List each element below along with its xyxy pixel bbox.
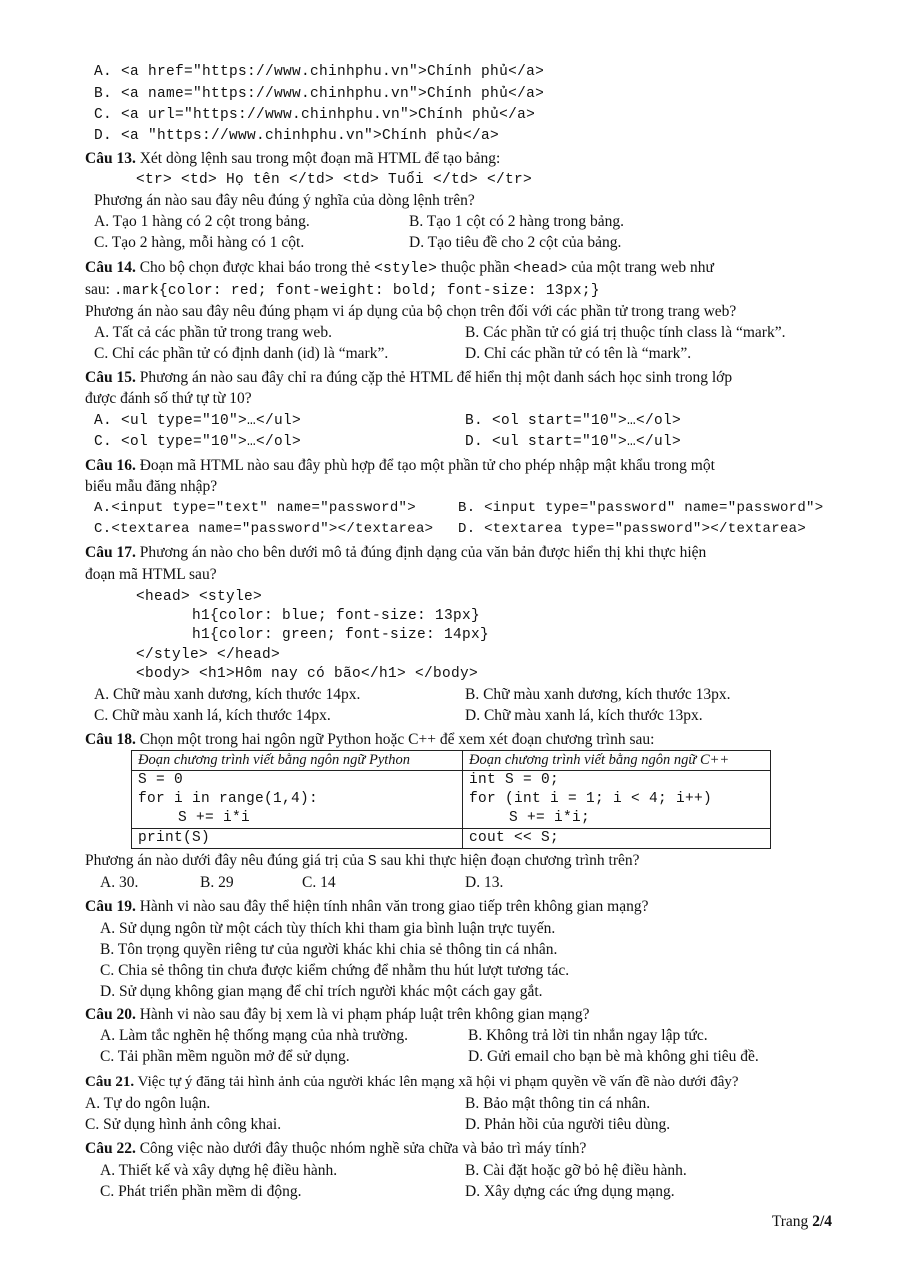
q14-stem: Câu 14. Cho bộ chọn được khai báo trong thẻ <style> thuộc phần <head> của một trang web như (85, 259, 714, 277)
q15-stem-cont: được đánh số thứ tự từ 10? (85, 390, 252, 407)
q14-option-c: C. Chỉ các phần tử có định danh (id) là “mark”. (94, 345, 389, 362)
q22-number: Câu 22. (85, 1140, 136, 1157)
q18-number: Câu 18. (85, 731, 136, 748)
q19-option-a: A. Sử dụng ngôn từ một cách tùy thích khi tham gia bình luận trực tuyến. (100, 920, 556, 937)
q17-stem-cont: đoạn mã HTML sau? (85, 566, 217, 583)
python-code: S = 0 for i in range(1,4): S += i*i (132, 771, 463, 829)
q13-option-b: B. Tạo 1 cột có 2 hàng trong bảng. (409, 213, 624, 230)
q15-option-a: A. <ul type="10">…</ul> (94, 413, 302, 429)
q15-option-d: D. <ul start="10">…</ul> (465, 434, 682, 450)
q17-code-line-3: h1{color: green; font-size: 14px} (192, 627, 490, 643)
q14-option-b: B. Các phần tử có giá trị thuộc tính class là “mark”. (465, 324, 786, 341)
q13-option-c: C. Tạo 2 hàng, mỗi hàng có 1 cột. (94, 234, 305, 251)
q19-option-d: D. Sử dụng không gian mạng để chỉ trích người khác một cách gay gắt. (100, 983, 543, 1000)
q20-option-c: C. Tải phần mềm nguồn mở để sử dụng. (100, 1048, 350, 1065)
q14-option-d: D. Chỉ các phần tử có tên là “mark”. (465, 345, 692, 362)
q18-option-a: A. 30. (100, 874, 139, 891)
q13-option-d: D. Tạo tiêu đề cho 2 cột của bảng. (409, 234, 622, 251)
q16-stem-cont: biểu mẫu đăng nhập? (85, 478, 218, 495)
q17-option-b: B. Chữ màu xanh dương, kích thước 13px. (465, 686, 731, 703)
q16-option-d: D. <textarea type="password"></textarea> (458, 521, 807, 537)
q22-stem: Câu 22. Công việc nào dưới đây thuộc nhóm nghề sửa chữa và bảo trì máy tính? (85, 1140, 587, 1157)
q14-code-line: sau: .mark{color: red; font-weight: bold; font-size: 13px;} (85, 281, 600, 299)
q19-option-c: C. Chia sẻ thông tin chưa được kiểm chứng để nhằm thu hút lượt tương tác. (100, 962, 570, 979)
q21-option-c: C. Sử dụng hình ảnh công khai. (85, 1116, 282, 1133)
q21-stem: Câu 21. Việc tự ý đăng tải hình ảnh của người khác lên mạng xã hội vi phạm quyền về vấn đề nào dưới đây? (85, 1074, 739, 1090)
cpp-print: cout << S; (463, 829, 771, 849)
cpp-column-header: Đoạn chương trình viết bằng ngôn ngữ C++ (463, 751, 771, 771)
q22-option-a: A. Thiết kế và xây dựng hệ điều hành. (100, 1162, 338, 1179)
q19-number: Câu 19. (85, 898, 136, 915)
q22-option-b: B. Cài đặt hoặc gỡ bỏ hệ điều hành. (465, 1162, 687, 1179)
q12-option-c: C. <a url="https://www.chinhphu.vn">Chính phủ</a> (94, 107, 536, 123)
q12-option-d: D. <a "https://www.chinhphu.vn">Chính phủ</a> (94, 128, 500, 144)
q20-number: Câu 20. (85, 1006, 136, 1023)
q17-option-c: C. Chữ màu xanh lá, kích thước 14px. (94, 707, 331, 724)
q13-stem: Câu 13. Xét dòng lệnh sau trong một đoạn mã HTML để tạo bảng: (85, 150, 501, 167)
q14-code: .mark{color: red; font-weight: bold; font-size: 13px;} (113, 283, 600, 299)
q17-option-d: D. Chữ màu xanh lá, kích thước 13px. (465, 707, 703, 724)
q15-option-c: C. <ol type="10">…</ol> (94, 434, 302, 450)
q17-number: Câu 17. (85, 544, 136, 561)
q12-option-a: A. <a href="https://www.chinhphu.vn">Chính phủ</a> (94, 64, 545, 80)
page-number: Trang 2/4 (771, 1213, 832, 1230)
q13-number: Câu 13. (85, 150, 136, 167)
q22-option-c: C. Phát triển phần mềm di động. (100, 1183, 302, 1200)
q13-option-a: A. Tạo 1 hàng có 2 cột trong bảng. (94, 213, 310, 230)
q20-option-d: D. Gửi email cho bạn bè mà không ghi tiêu đề. (468, 1048, 759, 1065)
q21-option-d: D. Phản hồi của người tiêu dùng. (465, 1116, 671, 1133)
q21-number: Câu 21. (85, 1074, 135, 1090)
q14-option-a: A. Tất cả các phần tử trong trang web. (94, 324, 332, 341)
q17-code-line-2: h1{color: blue; font-size: 13px} (192, 608, 481, 624)
q13-question: Phương án nào sau đây nêu đúng ý nghĩa của dòng lệnh trên? (94, 192, 475, 209)
q21-option-a: A. Tự do ngôn luận. (85, 1095, 211, 1112)
q20-stem: Câu 20. Hành vi nào sau đây bị xem là vi phạm pháp luật trên không gian mạng? (85, 1006, 590, 1023)
q15-option-b: B. <ol start="10">…</ol> (465, 413, 682, 429)
q16-option-b: B. <input type="password" name="password"> (458, 500, 824, 516)
q15-number: Câu 15. (85, 369, 136, 386)
cpp-code: int S = 0; for (int i = 1; i < 4; i++) S += i*i; (463, 771, 771, 829)
q14-number: Câu 14. (85, 259, 136, 276)
q18-code-table (131, 750, 771, 849)
q21-option-b: B. Bảo mật thông tin cá nhân. (465, 1095, 651, 1112)
q20-option-a: A. Làm tắc nghẽn hệ thống mạng của nhà trường. (100, 1027, 408, 1044)
q18-option-c: C. 14 (302, 874, 336, 891)
q17-code-line-5: <body> <h1>Hôm nay có bão</h1> </body> (136, 666, 479, 682)
q18-stem: Câu 18. Chọn một trong hai ngôn ngữ Python hoặc C++ để xem xét đoạn chương trình sau: (85, 731, 655, 748)
q16-option-c: C.<textarea name="password"></textarea> (94, 521, 434, 537)
q17-code-line-4: </style> </head> (136, 647, 281, 663)
q17-stem: Câu 17. Phương án nào cho bên dưới mô tả đúng định dạng của văn bản được hiển thị khi thực hiện (85, 544, 707, 561)
q14-question: Phương án nào sau đây nêu đúng phạm vi áp dụng của bộ chọn trên đối với các phần tử trong trang web? (85, 303, 737, 320)
q18-option-b: B. 29 (200, 874, 234, 891)
q12-option-b: B. <a name="https://www.chinhphu.vn">Chính phủ</a> (94, 86, 545, 102)
q22-option-d: D. Xây dựng các ứng dụng mạng. (465, 1183, 675, 1200)
q18-question: Phương án nào dưới đây nêu đúng giá trị của S sau khi thực hiện đoạn chương trình trên? (85, 852, 640, 870)
q19-option-b: B. Tôn trọng quyền riêng tư của người khác khi chia sẻ thông tin cá nhân. (100, 941, 558, 958)
q19-stem: Câu 19. Hành vi nào sau đây thể hiện tính nhân văn trong giao tiếp trên không gian mạng? (85, 898, 649, 915)
q15-stem: Câu 15. Phương án nào sau đây chỉ ra đúng cặp thẻ HTML để hiển thị một danh sách học sinh trong lớp (85, 369, 733, 386)
q17-option-a: A. Chữ màu xanh dương, kích thước 14px. (94, 686, 361, 703)
python-column-header: Đoạn chương trình viết bằng ngôn ngữ Python (132, 751, 463, 771)
q20-option-b: B. Không trả lời tin nhắn ngay lập tức. (468, 1027, 708, 1044)
python-print: print(S) (132, 829, 463, 849)
q13-code: <tr> <td> Họ tên </td> <td> Tuổi </td> </tr> (136, 172, 533, 188)
q16-number: Câu 16. (85, 457, 136, 474)
q16-option-a: A.<input type="text" name="password"> (94, 500, 416, 516)
q18-option-d: D. 13. (465, 874, 504, 891)
q17-code-line-1: <head> <style> (136, 589, 263, 605)
q16-stem: Câu 16. Đoạn mã HTML nào sau đây phù hợp để tạo một phần tử cho phép nhập mật khẩu trong một (85, 457, 715, 474)
